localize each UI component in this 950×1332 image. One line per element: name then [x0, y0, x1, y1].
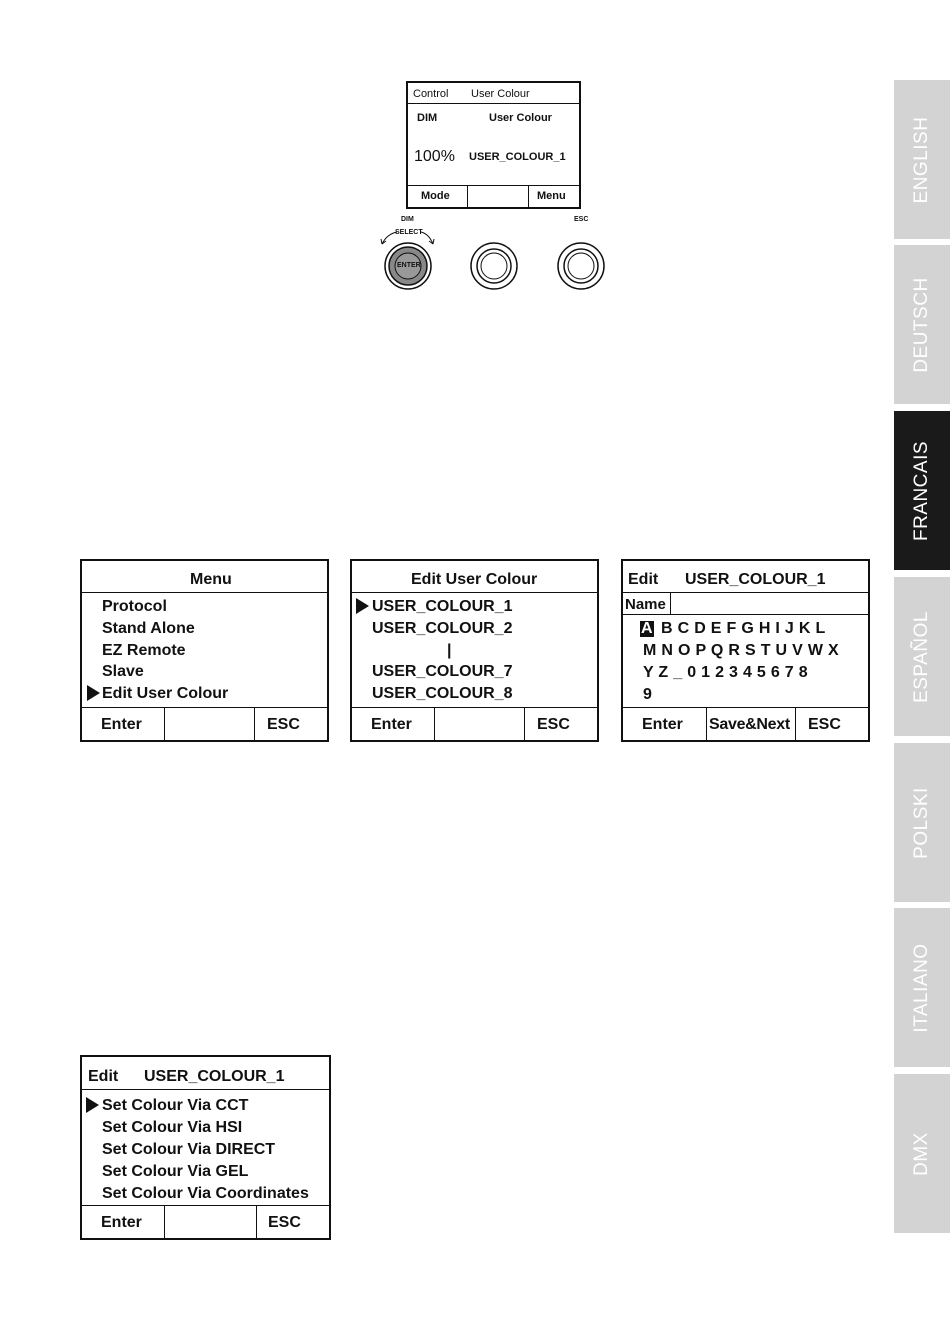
mode-label: User Colour: [489, 112, 552, 124]
enter-softkey[interactable]: Enter: [371, 716, 412, 733]
set-colour-item-gel[interactable]: Set Colour Via GEL: [102, 1163, 249, 1180]
mode-softkey[interactable]: Mode: [421, 190, 450, 202]
save-next-softkey[interactable]: Save&Next: [709, 716, 790, 733]
menu-item-edit-user-colour[interactable]: Edit User Colour: [102, 685, 229, 702]
menu-title: Menu: [190, 571, 232, 588]
set-colour-screen: [80, 1055, 331, 1240]
char-row-1[interactable]: B C D E F G H I J K L: [661, 620, 826, 637]
name-edit-screen: [621, 559, 870, 742]
esc-knob[interactable]: [558, 243, 604, 289]
selection-arrow-icon: [86, 1097, 99, 1113]
enter-knob-label: ENTER: [397, 262, 421, 269]
list-item[interactable]: USER_COLOUR_7: [372, 663, 513, 680]
list-ellipsis: |: [447, 642, 452, 659]
enter-softkey[interactable]: Enter: [101, 716, 142, 733]
menu-item-protocol[interactable]: Protocol: [102, 598, 167, 615]
tab-espanol[interactable]: ESPAÑOL: [894, 577, 950, 736]
tab-italiano[interactable]: ITALIANO: [894, 908, 950, 1067]
set-colour-title-right: USER_COLOUR_1: [144, 1068, 285, 1085]
list-item[interactable]: USER_COLOUR_8: [372, 685, 513, 702]
name-edit-title-right: USER_COLOUR_1: [685, 571, 826, 588]
enter-softkey[interactable]: Enter: [642, 716, 683, 733]
menu-screen: [80, 559, 329, 742]
name-label: Name: [625, 596, 666, 613]
esc-softkey[interactable]: ESC: [808, 716, 841, 733]
control-header-left: Control: [413, 88, 449, 100]
esc-softkey[interactable]: ESC: [268, 1214, 301, 1231]
edit-user-colour-screen: [350, 559, 599, 742]
knob-panel: [375, 226, 615, 294]
menu-softkey[interactable]: Menu: [537, 190, 566, 202]
tab-francais[interactable]: FRANCAIS: [894, 411, 950, 570]
edit-user-colour-title: Edit User Colour: [411, 571, 538, 588]
list-item[interactable]: USER_COLOUR_2: [372, 620, 513, 637]
list-item[interactable]: USER_COLOUR_1: [372, 598, 513, 615]
char-row-2[interactable]: M N O P Q R S T U V W X: [643, 642, 839, 659]
knob-esc-label: ESC: [574, 216, 589, 223]
enter-softkey[interactable]: Enter: [101, 1214, 142, 1231]
dim-value: 100%: [414, 148, 455, 165]
esc-softkey[interactable]: ESC: [537, 716, 570, 733]
selection-arrow-icon: [87, 685, 100, 701]
control-display: [406, 81, 581, 209]
set-colour-item-coordinates[interactable]: Set Colour Via Coordinates: [102, 1185, 309, 1202]
set-colour-item-cct[interactable]: Set Colour Via CCT: [102, 1097, 249, 1114]
name-edit-title-left: Edit: [628, 571, 659, 588]
menu-item-slave[interactable]: Slave: [102, 663, 144, 680]
selected-char[interactable]: A: [641, 620, 653, 637]
set-colour-item-direct[interactable]: Set Colour Via DIRECT: [102, 1141, 276, 1158]
dim-label: DIM: [417, 112, 438, 124]
set-colour-title-left: Edit: [88, 1068, 119, 1085]
selection-arrow-icon: [356, 598, 369, 614]
knob-select-label: SELECT: [395, 229, 423, 236]
esc-softkey[interactable]: ESC: [267, 716, 300, 733]
set-colour-item-hsi[interactable]: Set Colour Via HSI: [102, 1119, 243, 1136]
tab-deutsch[interactable]: DEUTSCH: [894, 245, 950, 404]
char-row-4[interactable]: 9: [643, 686, 652, 703]
menu-item-ez-remote[interactable]: EZ Remote: [102, 642, 186, 659]
middle-knob[interactable]: [471, 243, 517, 289]
control-header-right: User Colour: [471, 88, 530, 100]
menu-item-stand-alone[interactable]: Stand Alone: [102, 620, 195, 637]
tab-dmx[interactable]: DMX: [894, 1074, 950, 1233]
tab-polski[interactable]: POLSKI: [894, 743, 950, 902]
knob-dim-label: DIM: [401, 216, 414, 223]
tab-english[interactable]: ENGLISH: [894, 80, 950, 239]
char-row-3[interactable]: Y Z _ 0 1 2 3 4 5 6 7 8: [643, 664, 808, 681]
colour-value: USER_COLOUR_1: [469, 151, 566, 163]
